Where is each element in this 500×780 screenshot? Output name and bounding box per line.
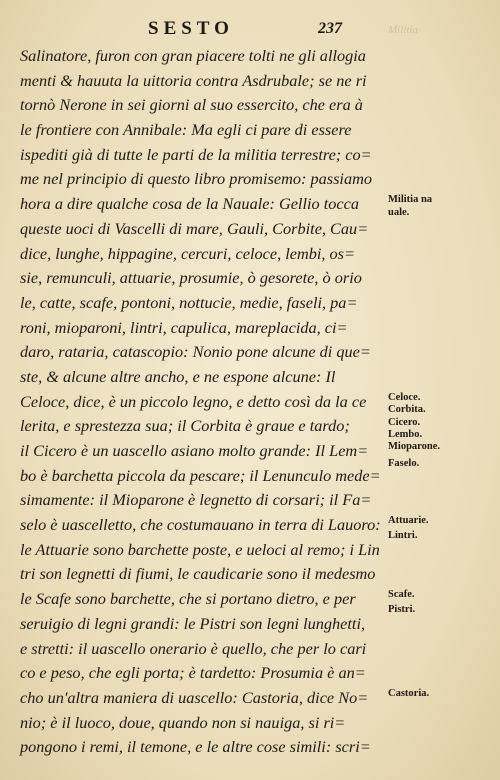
margin-note: Pistri.: [388, 604, 416, 616]
text-line: tri son legnetti di fiumi, le caudicarie sono il medesmo: [20, 564, 376, 584]
text-line: cho un'altra maniera di uascello: Castoria, dice No=: [20, 687, 369, 707]
text-line: Salinatore, furon con gran piacere tolti ne gli allogia: [20, 46, 366, 65]
text-line: le frontiere con Annibale: Ma egli ci pare di essere: [20, 120, 352, 140]
text-line: simamente: il Mioparone è legnetto di corsari; il Fa=: [20, 490, 372, 510]
text-line: daro, rataria, catascopio: Nonio pone alcune di que=: [20, 342, 371, 362]
text-line: sie, remunculi, attuarie, prosumie, ò gesorete, ò orio: [20, 268, 362, 288]
margin-note: Celoce.: [388, 391, 421, 403]
text-line: le Scafe sono barchette, che si portano dietro, e per: [20, 589, 356, 609]
text-line: bo è barchetta piccola da pescare; il Lenunculo mede=: [20, 465, 381, 485]
margin-note: Lembo.: [388, 428, 423, 440]
text-line: e stretti: il uascello onerario è quello, che per lo cari: [20, 638, 367, 658]
text-line: menti & hauuta la uittoria contra Asdrubale; se ne ri: [20, 70, 367, 90]
page-header: [0, 18, 500, 42]
text-line: ste, & alcune altre ancho, e ne espone alcune: Il: [20, 366, 336, 386]
text-line: me nel principio di questo libro promisemo: passiamo: [20, 169, 372, 189]
text-line: lerita, e sprestezza sua; il Corbita è graue e tardo;: [20, 416, 350, 436]
text-line: co e peso, che egli porta; è tardetto: Prosumia è an=: [20, 663, 366, 683]
margin-note: uale.: [388, 206, 410, 218]
text-line: le Attuarie sono barchette poste, e ueloci al remo; i Lin: [20, 539, 380, 559]
running-head: SESTO: [148, 18, 234, 39]
margin-note: Lintri.: [388, 530, 418, 542]
text-line: il Cicero è un uascello asiano molto grande: Il Lem=: [20, 441, 369, 460]
margin-note: Scafe.: [388, 589, 415, 601]
text-line: seruigio di legni grandi: le Pistri son legni lunghetti,: [20, 613, 366, 633]
margin-note: Mioparone.: [388, 441, 441, 453]
main-text-block: [20, 44, 394, 760]
text-line: queste uoci di Vascelli di mare, Gauli, Corbite, Cau=: [20, 218, 369, 238]
text-line: Celoce, dice, è un piccolo legno, e detto così da la ce: [20, 391, 367, 411]
margin-note: Corbita.: [388, 404, 426, 416]
text-line: le, catte, scafe, pontoni, nottucie, medie, faseli, pa=: [20, 292, 358, 312]
margin-note: Militia na: [388, 194, 433, 206]
text-line: selo è uascelletto, che costumauano in terra di Lauoro:: [20, 515, 381, 535]
margin-note: Cicero.: [388, 416, 421, 428]
page-number: 237: [318, 20, 342, 37]
margin-note: Castoria.: [388, 688, 430, 700]
text-line: roni, mioparoni, lintri, capulica, mareplacida, ci=: [20, 317, 348, 337]
margin-note: Attuarie.: [388, 515, 429, 527]
margin-note: Faselo.: [388, 458, 420, 470]
text-line: hora a dire qualche cosa de la Nauale: Gellio tocca: [20, 194, 359, 214]
text-line: tornò Nerone in sei giorni al suo essercito, che era à: [20, 95, 363, 115]
text-line: pongono i remi, il temone, e le altre cose simili: scri=: [20, 737, 371, 757]
text-line: nio; è il luoco, doue, quando non si nauiga, si ri=: [20, 712, 346, 732]
bleed-through-text: Militia: [388, 24, 418, 36]
text-line: dice, lunghe, hippagine, cercuri, celoce, lembi, os=: [20, 243, 356, 263]
text-line: ispediti già di tutte le parti de la militia terrestre; co=: [20, 144, 372, 164]
